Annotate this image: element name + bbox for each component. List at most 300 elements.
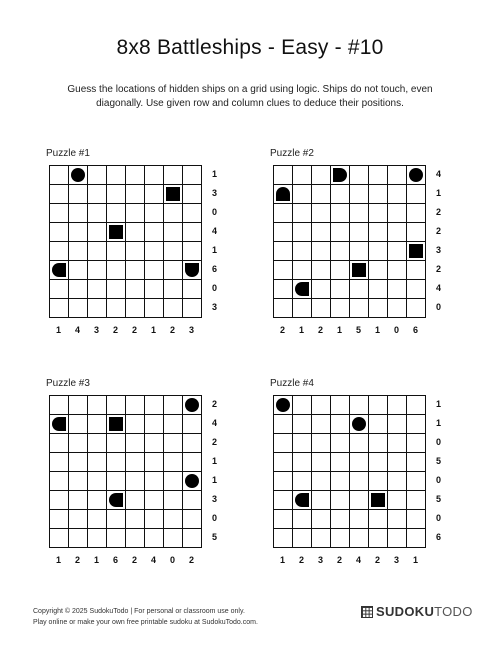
grid-cell[interactable] [407, 185, 426, 204]
grid-cell[interactable] [107, 472, 126, 491]
grid-cell[interactable] [331, 166, 350, 185]
grid-cell[interactable] [69, 510, 88, 529]
page-description: Guess the locations of hidden ships on a grid using logic. Ships do not touch, even diagonally. Use given row and column clues to deduce their positions. [67, 84, 433, 109]
grid-cell[interactable] [369, 261, 388, 280]
column-clue: 3 [393, 555, 399, 565]
grid-cell[interactable] [126, 529, 145, 548]
grid-cell[interactable] [293, 529, 312, 548]
ship-segment-end-left [295, 282, 309, 296]
grid-cell[interactable] [350, 280, 369, 299]
grid-cell[interactable] [50, 299, 69, 318]
grid-cell[interactable] [50, 223, 69, 242]
grid-cell[interactable] [293, 261, 312, 280]
grid-cell[interactable] [107, 491, 126, 510]
grid-cell[interactable] [331, 472, 350, 491]
grid-cell[interactable] [164, 472, 183, 491]
grid-cell[interactable] [126, 223, 145, 242]
grid-cell[interactable] [145, 299, 164, 318]
grid-cell[interactable] [88, 223, 107, 242]
grid-cell[interactable] [126, 453, 145, 472]
row-clue: 1 [436, 188, 442, 198]
grid-cell[interactable] [388, 510, 407, 529]
grid-cell[interactable] [407, 491, 426, 510]
grid-cell[interactable] [69, 204, 88, 223]
grid-cell[interactable] [50, 242, 69, 261]
grid-cell[interactable] [145, 472, 164, 491]
grid-cell[interactable] [164, 453, 183, 472]
grid-cell[interactable] [88, 261, 107, 280]
grid-cell[interactable] [126, 415, 145, 434]
grid-cell[interactable] [126, 396, 145, 415]
grid-cell[interactable] [164, 434, 183, 453]
grid-cell[interactable] [331, 415, 350, 434]
grid-cell[interactable] [369, 434, 388, 453]
puzzle-1 [46, 148, 236, 358]
grid-cell[interactable] [369, 529, 388, 548]
grid-cell[interactable] [407, 299, 426, 318]
grid-cell[interactable] [331, 185, 350, 204]
grid-cell[interactable] [293, 453, 312, 472]
grid-cell[interactable] [350, 472, 369, 491]
grid-cell[interactable] [69, 261, 88, 280]
grid-cell[interactable] [183, 299, 202, 318]
grid-cell[interactable] [69, 299, 88, 318]
grid-cell[interactable] [388, 299, 407, 318]
ship-segment-end-right [333, 168, 347, 182]
grid-cell[interactable] [274, 491, 293, 510]
grid-cell[interactable] [145, 223, 164, 242]
grid-cell[interactable] [145, 280, 164, 299]
grid-cell[interactable] [274, 434, 293, 453]
grid-cell[interactable] [183, 510, 202, 529]
grid-cell[interactable] [107, 185, 126, 204]
grid-cell[interactable] [407, 396, 426, 415]
grid-cell[interactable] [164, 261, 183, 280]
row-clue: 0 [436, 475, 442, 485]
grid-cell[interactable] [183, 472, 202, 491]
grid-cell[interactable] [145, 242, 164, 261]
grid-cell[interactable] [293, 204, 312, 223]
column-clue: 2 [298, 555, 304, 565]
grid-cell[interactable] [69, 223, 88, 242]
grid-cell[interactable] [293, 491, 312, 510]
grid-cell[interactable] [164, 204, 183, 223]
grid-cell[interactable] [164, 280, 183, 299]
grid-cell[interactable] [69, 280, 88, 299]
grid-cell[interactable] [312, 434, 331, 453]
grid-cell[interactable] [407, 166, 426, 185]
grid-cell[interactable] [50, 261, 69, 280]
grid-cell[interactable] [331, 261, 350, 280]
grid-cell[interactable] [50, 166, 69, 185]
grid-cell[interactable] [69, 396, 88, 415]
grid-cell[interactable] [183, 261, 202, 280]
row-clue: 5 [436, 456, 442, 466]
grid-cell[interactable] [145, 261, 164, 280]
grid-cell[interactable] [107, 204, 126, 223]
column-clues [273, 325, 433, 335]
grid-cell[interactable] [183, 185, 202, 204]
grid-cell[interactable] [407, 453, 426, 472]
column-clue: 6 [412, 325, 418, 335]
grid-cell[interactable] [126, 280, 145, 299]
grid-cell[interactable] [274, 166, 293, 185]
grid-cell[interactable] [293, 510, 312, 529]
grid-cell[interactable] [369, 299, 388, 318]
grid-cell[interactable] [145, 166, 164, 185]
grid-cell[interactable] [126, 204, 145, 223]
grid-cell[interactable] [50, 185, 69, 204]
ship-segment-circle [409, 168, 423, 182]
grid-cell[interactable] [350, 434, 369, 453]
row-clue: 2 [212, 437, 218, 447]
grid-cell[interactable] [312, 491, 331, 510]
grid-cell[interactable] [50, 434, 69, 453]
grid-cell[interactable] [388, 529, 407, 548]
grid-cell[interactable] [88, 280, 107, 299]
grid-cell[interactable] [50, 396, 69, 415]
grid-cell[interactable] [350, 396, 369, 415]
grid-cell[interactable] [388, 472, 407, 491]
column-clue: 3 [317, 555, 323, 565]
grid-cell[interactable] [88, 434, 107, 453]
grid-cell[interactable] [407, 510, 426, 529]
grid-cell[interactable] [164, 529, 183, 548]
row-clue: 1 [212, 169, 218, 179]
grid-cell[interactable] [50, 204, 69, 223]
grid-cell[interactable] [293, 415, 312, 434]
grid-cell[interactable] [369, 185, 388, 204]
grid-cell[interactable] [369, 280, 388, 299]
grid-cell[interactable] [107, 434, 126, 453]
grid-cell[interactable] [331, 242, 350, 261]
grid-cell[interactable] [183, 223, 202, 242]
grid-cell[interactable] [407, 529, 426, 548]
grid-cell[interactable] [350, 242, 369, 261]
grid-cell[interactable] [350, 453, 369, 472]
grid-cell[interactable] [388, 223, 407, 242]
grid-cell[interactable] [183, 204, 202, 223]
grid-cell[interactable] [50, 491, 69, 510]
grid-cell[interactable] [50, 453, 69, 472]
ship-segment-square [371, 493, 385, 507]
grid-cell[interactable] [350, 529, 369, 548]
grid-cell[interactable] [274, 261, 293, 280]
grid-cell[interactable] [126, 166, 145, 185]
grid-cell[interactable] [69, 185, 88, 204]
grid-cell[interactable] [312, 204, 331, 223]
row-clue: 2 [436, 264, 442, 274]
grid-cell[interactable] [126, 261, 145, 280]
grid-cell[interactable] [312, 223, 331, 242]
page-title: 8x8 Battleships - Easy - #10 [116, 36, 384, 59]
grid-cell[interactable] [407, 472, 426, 491]
grid-cell[interactable] [88, 299, 107, 318]
grid-cell[interactable] [88, 510, 107, 529]
grid-cell[interactable] [274, 280, 293, 299]
grid-cell[interactable] [350, 299, 369, 318]
grid-cell[interactable] [126, 185, 145, 204]
grid-cell[interactable] [407, 223, 426, 242]
grid-cell[interactable] [164, 396, 183, 415]
grid-cell[interactable] [407, 261, 426, 280]
row-clue: 1 [436, 399, 442, 409]
grid-cell[interactable] [69, 453, 88, 472]
grid-cell[interactable] [145, 510, 164, 529]
column-clue: 2 [188, 555, 194, 565]
grid-cell[interactable] [88, 529, 107, 548]
grid-cell[interactable] [126, 472, 145, 491]
grid-cell[interactable] [331, 280, 350, 299]
ship-segment-square [352, 263, 366, 277]
grid-cell[interactable] [88, 453, 107, 472]
row-clue: 5 [436, 494, 442, 504]
grid-cell[interactable] [407, 434, 426, 453]
grid-cell[interactable] [407, 415, 426, 434]
grid-cell[interactable] [274, 396, 293, 415]
grid-cell[interactable] [369, 166, 388, 185]
grid-cell[interactable] [369, 491, 388, 510]
column-clue: 2 [131, 555, 137, 565]
grid-cell[interactable] [164, 185, 183, 204]
grid-cell[interactable] [183, 434, 202, 453]
grid-cell[interactable] [145, 529, 164, 548]
grid-cell[interactable] [50, 510, 69, 529]
grid-cell[interactable] [293, 396, 312, 415]
grid-cell[interactable] [388, 280, 407, 299]
grid-cell[interactable] [293, 185, 312, 204]
grid-cell[interactable] [350, 491, 369, 510]
grid-cell[interactable] [312, 396, 331, 415]
grid-cell[interactable] [88, 491, 107, 510]
grid-cell[interactable] [331, 453, 350, 472]
grid-cell[interactable] [164, 166, 183, 185]
grid-cell[interactable] [312, 510, 331, 529]
grid-cell[interactable] [350, 166, 369, 185]
grid-cell[interactable] [145, 185, 164, 204]
grid-cell[interactable] [293, 166, 312, 185]
grid-cell[interactable] [388, 242, 407, 261]
grid-cell[interactable] [69, 472, 88, 491]
grid-cell[interactable] [312, 261, 331, 280]
column-clue: 2 [336, 555, 342, 565]
grid-cell[interactable] [145, 204, 164, 223]
grid-cell[interactable] [107, 415, 126, 434]
grid-cell[interactable] [183, 396, 202, 415]
grid-cell[interactable] [350, 510, 369, 529]
grid-cell[interactable] [350, 185, 369, 204]
grid-cell[interactable] [331, 434, 350, 453]
grid-cell[interactable] [88, 472, 107, 491]
grid-cell[interactable] [274, 223, 293, 242]
ship-segment-square [166, 187, 180, 201]
grid-cell[interactable] [50, 472, 69, 491]
grid-cell[interactable] [274, 242, 293, 261]
grid-cell[interactable] [350, 204, 369, 223]
column-clue: 1 [55, 555, 61, 565]
grid-cell[interactable] [369, 510, 388, 529]
column-clue: 4 [74, 325, 80, 335]
grid-cell[interactable] [388, 491, 407, 510]
grid-cell[interactable] [350, 415, 369, 434]
row-clue: 1 [212, 245, 218, 255]
grid-cell[interactable] [274, 185, 293, 204]
grid-cell[interactable] [69, 166, 88, 185]
grid-cell[interactable] [69, 415, 88, 434]
grid-cell[interactable] [274, 415, 293, 434]
grid-cell[interactable] [274, 453, 293, 472]
grid-cell[interactable] [331, 491, 350, 510]
grid-cell[interactable] [107, 223, 126, 242]
grid-cell[interactable] [107, 453, 126, 472]
column-clue: 2 [112, 325, 118, 335]
grid-cell[interactable] [312, 299, 331, 318]
grid-cell[interactable] [164, 510, 183, 529]
grid-cell[interactable] [388, 204, 407, 223]
grid-cell[interactable] [293, 242, 312, 261]
grid-cell[interactable] [312, 242, 331, 261]
grid-cell[interactable] [293, 299, 312, 318]
grid-cell[interactable] [50, 415, 69, 434]
grid-cell[interactable] [274, 529, 293, 548]
grid-cell[interactable] [388, 185, 407, 204]
grid-cell[interactable] [293, 472, 312, 491]
grid-cell[interactable] [274, 204, 293, 223]
row-clues [436, 395, 456, 547]
grid-cell[interactable] [312, 472, 331, 491]
grid-cell[interactable] [126, 510, 145, 529]
grid-cell[interactable] [293, 223, 312, 242]
grid-cell[interactable] [183, 280, 202, 299]
grid-cell[interactable] [183, 491, 202, 510]
row-clue: 1 [212, 456, 218, 466]
grid-cell[interactable] [274, 299, 293, 318]
grid-cell[interactable] [107, 242, 126, 261]
grid-cell[interactable] [88, 185, 107, 204]
grid-cell[interactable] [388, 434, 407, 453]
grid-cell[interactable] [183, 166, 202, 185]
grid-cell[interactable] [388, 261, 407, 280]
grid-cell[interactable] [369, 453, 388, 472]
grid-cell[interactable] [126, 434, 145, 453]
grid-cell[interactable] [312, 280, 331, 299]
grid-cell[interactable] [293, 280, 312, 299]
grid-cell[interactable] [331, 223, 350, 242]
grid-cell[interactable] [107, 299, 126, 318]
grid-cell[interactable] [331, 204, 350, 223]
grid-cell[interactable] [350, 223, 369, 242]
grid-cell[interactable] [331, 299, 350, 318]
grid-cell[interactable] [183, 415, 202, 434]
grid-cell[interactable] [88, 204, 107, 223]
grid-cell[interactable] [183, 453, 202, 472]
ship-segment-end-left [52, 263, 66, 277]
grid-cell[interactable] [293, 434, 312, 453]
grid-cell[interactable] [274, 510, 293, 529]
grid-cell[interactable] [388, 453, 407, 472]
ship-segment-end-bottom [185, 263, 199, 277]
grid-cell[interactable] [164, 223, 183, 242]
puzzle-label: Puzzle #4 [270, 378, 314, 389]
grid-cell[interactable] [164, 415, 183, 434]
ship-segment-circle [185, 398, 199, 412]
grid-cell[interactable] [88, 166, 107, 185]
grid-cell[interactable] [107, 510, 126, 529]
grid-cell[interactable] [107, 261, 126, 280]
puzzle-label: Puzzle #3 [46, 378, 90, 389]
grid-cell[interactable] [407, 242, 426, 261]
column-clue: 2 [74, 555, 80, 565]
grid-cell[interactable] [369, 223, 388, 242]
grid-cell[interactable] [369, 204, 388, 223]
grid-cell[interactable] [107, 166, 126, 185]
grid-cell[interactable] [369, 415, 388, 434]
grid-cell[interactable] [183, 242, 202, 261]
grid-cell[interactable] [145, 415, 164, 434]
row-clue: 4 [212, 226, 218, 236]
grid-cell[interactable] [331, 510, 350, 529]
grid-cell[interactable] [369, 242, 388, 261]
grid-cell[interactable] [164, 299, 183, 318]
grid-cell[interactable] [369, 472, 388, 491]
grid-cell[interactable] [350, 261, 369, 280]
grid-cell[interactable] [126, 299, 145, 318]
grid-cell[interactable] [69, 242, 88, 261]
grid-cell[interactable] [69, 434, 88, 453]
grid-cell[interactable] [145, 396, 164, 415]
row-clue: 6 [212, 264, 218, 274]
column-clue: 2 [279, 325, 285, 335]
grid-cell[interactable] [164, 491, 183, 510]
grid-cell[interactable] [369, 396, 388, 415]
grid-cell[interactable] [183, 529, 202, 548]
grid-cell[interactable] [312, 453, 331, 472]
column-clue: 2 [317, 325, 323, 335]
grid-cell[interactable] [69, 491, 88, 510]
grid-cell[interactable] [407, 204, 426, 223]
grid-cell[interactable] [126, 491, 145, 510]
grid-cell[interactable] [388, 396, 407, 415]
column-clues [273, 555, 433, 565]
grid-cell[interactable] [69, 529, 88, 548]
grid-cell[interactable] [274, 472, 293, 491]
grid-cell[interactable] [388, 166, 407, 185]
grid-cell[interactable] [312, 529, 331, 548]
grid-cell[interactable] [50, 280, 69, 299]
grid-cell[interactable] [331, 396, 350, 415]
grid-cell[interactable] [312, 415, 331, 434]
grid-cell[interactable] [88, 242, 107, 261]
grid-cell[interactable] [331, 529, 350, 548]
grid-cell[interactable] [164, 242, 183, 261]
grid-cell[interactable] [107, 529, 126, 548]
grid-cell[interactable] [407, 280, 426, 299]
grid-cell[interactable] [107, 396, 126, 415]
grid-cell[interactable] [312, 166, 331, 185]
grid-cell[interactable] [107, 280, 126, 299]
grid-cell[interactable] [312, 185, 331, 204]
row-clue: 3 [212, 494, 218, 504]
grid-cell[interactable] [88, 415, 107, 434]
promo-text: Play online or make your own free printable sudoku at SudokuTodo.com. [33, 619, 258, 626]
grid-cell[interactable] [145, 491, 164, 510]
grid-cell[interactable] [126, 242, 145, 261]
grid-cell[interactable] [145, 453, 164, 472]
grid-cell[interactable] [88, 396, 107, 415]
grid-cell[interactable] [145, 434, 164, 453]
grid-cell[interactable] [388, 415, 407, 434]
grid-cell[interactable] [50, 529, 69, 548]
